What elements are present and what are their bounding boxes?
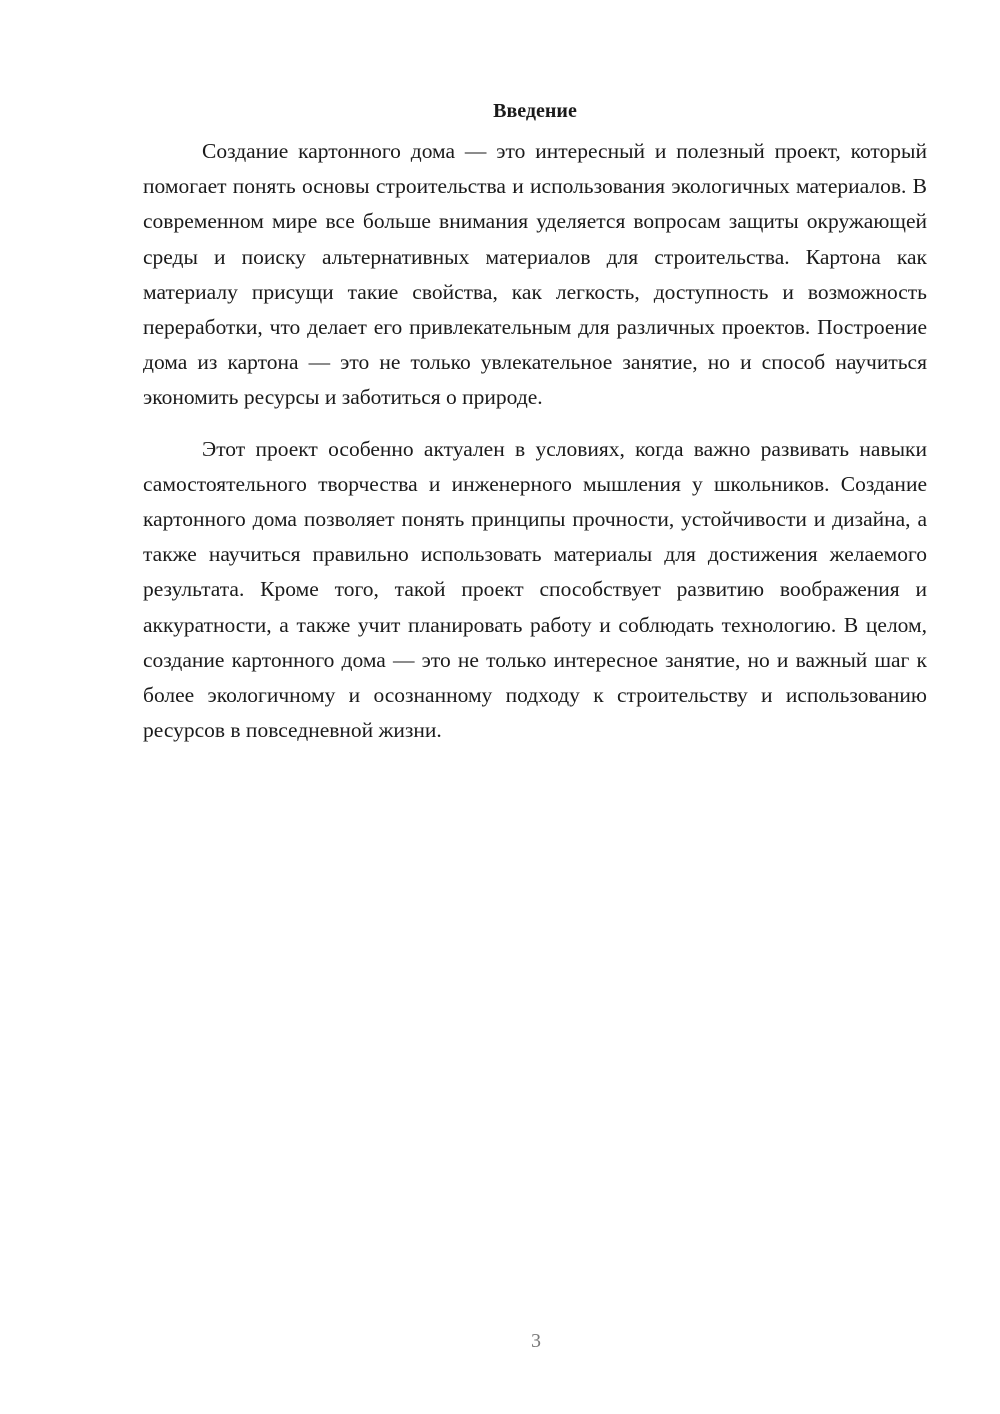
paragraph-1: Создание картонного дома — это интересный и полезный проект, который помогает понять основы строительства и использования экологичных материалов. В современном мире все больше внимания уделяется вопросам защиты окружающей среды и поиску альтернативных материалов для строительства. Картона как материалу присущи такие свойства, как легкость, доступность и возможность переработки, что делает его привлекательным для различных проектов. Построение дома из картона — это не только увлекательное занятие, но и способ научиться экономить ресурсы и заботиться о природе. [143,139,927,410]
paragraph-2: Этот проект особенно актуален в условиях, когда важно развивать навыки самостоятельного творчества и инженерного мышления у школьников. Создание картонного дома позволяет понять принципы прочности, устойчивости и дизайна, а также научиться правильно использовать материалы для достижения желаемого результата. Кроме того, такой проект способствует развитию воображения и аккуратности, а также учит планировать работу и соблюдать технологию. В целом, создание картонного дома — это не только интересное занятие, но и важный шаг к более экологичному и осознанному подходу к строительству и использованию ресурсов в повседневной жизни. [143,436,927,743]
page-content [143,94,927,748]
page-number: 3 [531,1330,541,1352]
section-heading: Введение [493,100,577,122]
